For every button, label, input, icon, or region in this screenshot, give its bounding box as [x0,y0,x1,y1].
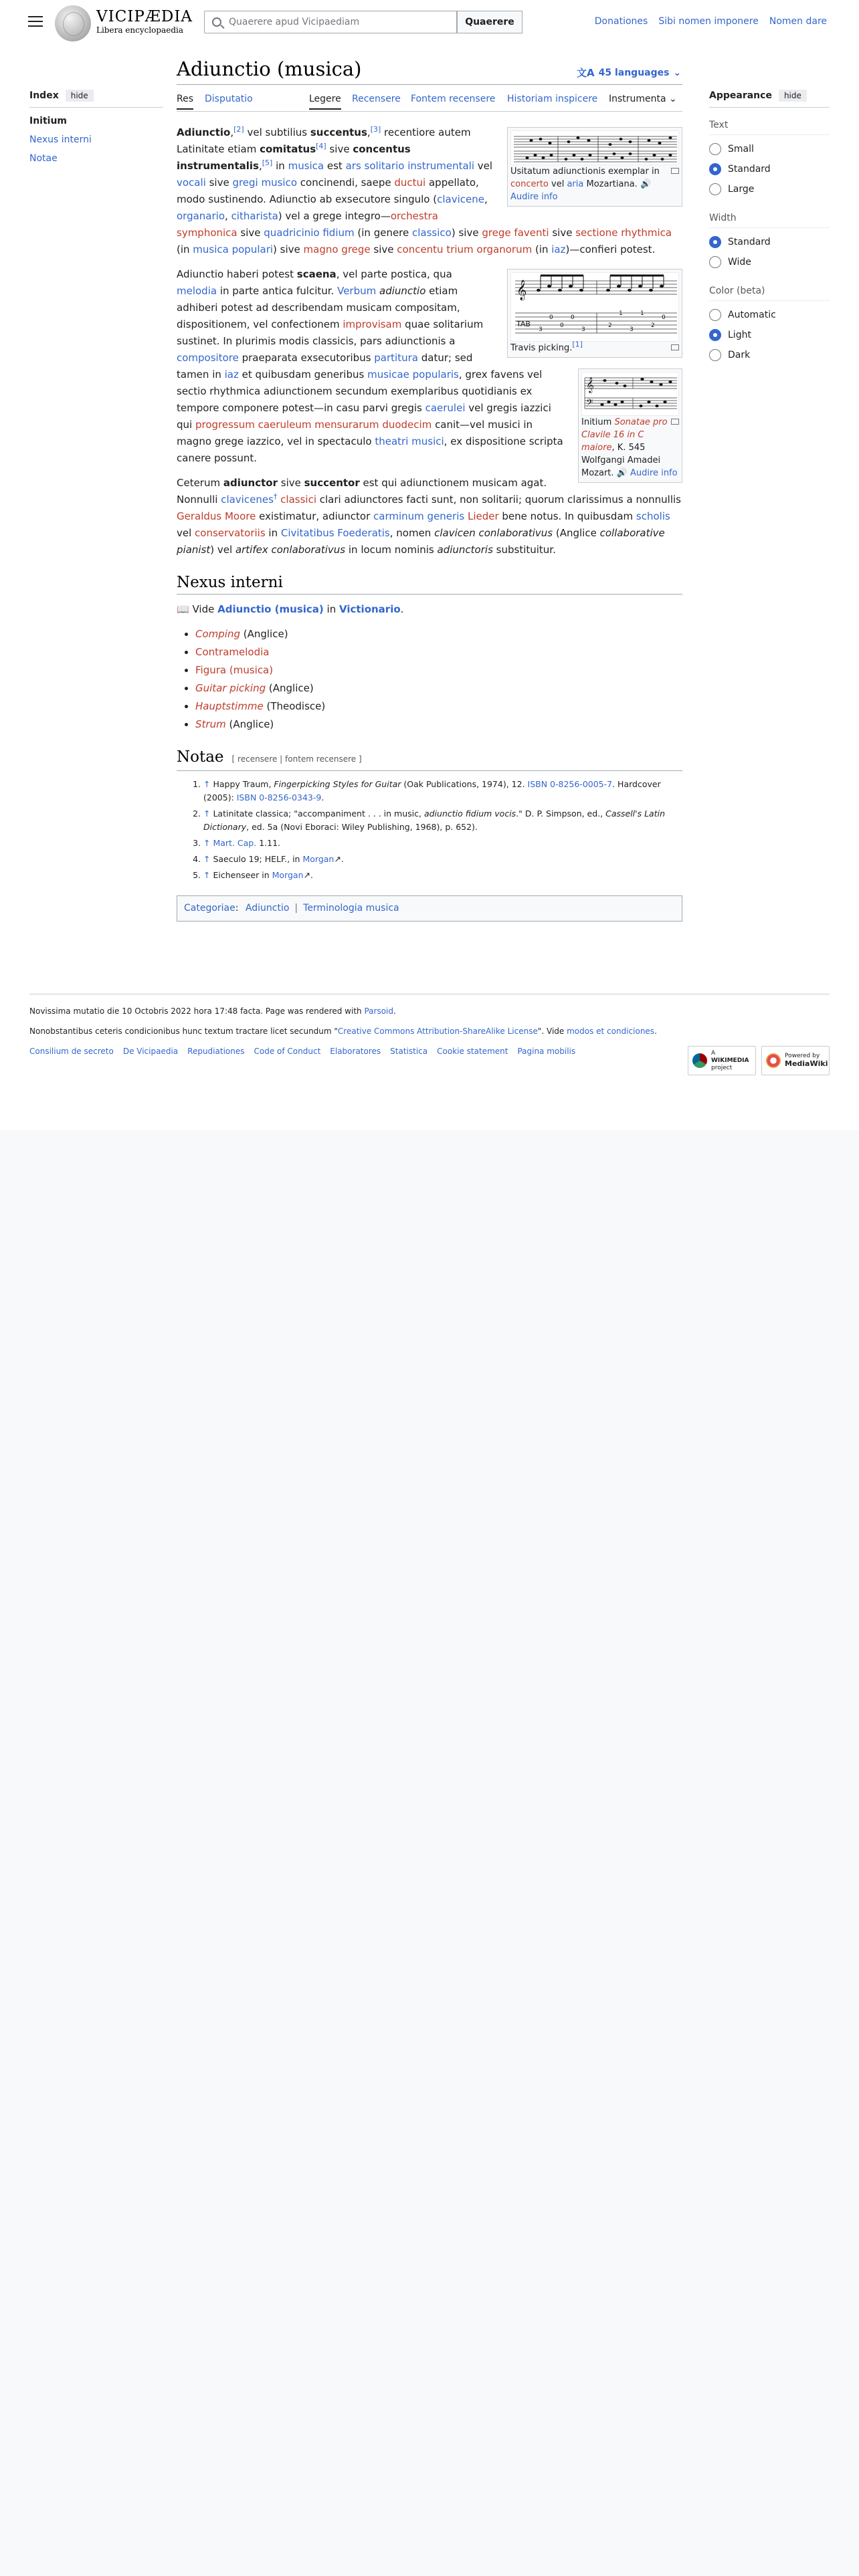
figure-caption: Travis picking.[1] [510,342,679,354]
radio-selected-icon [709,163,721,175]
tab-instrumenta[interactable]: Instrumenta ⌄ [609,94,677,104]
link-contramelodia[interactable]: Contramelodia [195,646,270,658]
site-header [0,0,859,45]
footer-link-cookies[interactable]: Cookie statement [437,1047,508,1056]
audio-info-link[interactable]: info [661,468,678,478]
mediawiki-logo-icon [766,1053,781,1068]
parsoid-link[interactable]: Parsoid [364,1006,393,1016]
page-footer [29,1004,830,1071]
width-wide[interactable]: Wide [709,256,830,268]
link-figura-musica[interactable]: Figura (musica) [195,664,274,676]
language-count: 45 languages [598,67,670,78]
language-button[interactable] [577,66,681,80]
svg-text:0: 0 [549,314,553,321]
appearance-panel [709,90,830,361]
search-input[interactable] [204,11,457,33]
succentor-paragraph: Ceterum adiunctor sive succentor est qui adiunctionem musicam agat. Nonnulli clavicenes† classici clari adiunctores facti sunt, non solitarii; quorum clarissimus a nonnullis Geraldus Moore existimatur, adiunctor carminum generis Lieder bene notus. In quibusdam scholis vel conservatoriis in Civitatibus Foederatis, nomen clavicen conlaborativus (Anglice collaborative pianist) vel artifex conlaborativus in locum nominis adiunctoris substituitur. [177,477,681,556]
figure-travis-picking [507,269,682,358]
list-item: • Guitar picking (Anglice) [195,680,682,697]
main-menu-icon[interactable] [27,13,44,29]
login-link[interactable]: Nomen dare [769,16,827,27]
color-light[interactable]: Light [709,329,830,341]
svg-text:3: 3 [630,326,634,333]
toc-hide-button[interactable]: hide [66,90,94,102]
radio-selected-icon [709,236,721,248]
link-comping[interactable]: Comping [195,628,240,640]
radio-icon [709,309,721,321]
footer-link-code-of-conduct[interactable]: Code of Conduct [254,1047,321,1056]
enlarge-icon[interactable] [671,344,679,350]
figure-mozart-accompaniment [507,127,682,207]
tab-disputatio[interactable]: Disputatio [205,94,253,104]
language-icon: 文A [577,67,595,79]
svg-text:2: 2 [608,322,612,329]
list-item [195,662,682,679]
toc-header [29,90,163,108]
create-account-link[interactable]: Sibi nomen imponere [658,16,759,27]
page-title: Adiunctio (musica) [177,58,362,80]
svg-text:TAB: TAB [516,320,531,328]
svg-text:0: 0 [662,314,666,321]
wiktionary-icon: 📖 [177,603,189,615]
license-link[interactable]: Creative Commons Attribution-ShareAlike License [337,1027,538,1036]
svg-text:𝄢: 𝄢 [586,397,593,410]
categories-label[interactable]: Categoriae [184,903,235,914]
last-modified: Novissima mutatio die 10 Octobris 2022 hora 17:48 facta. Page was rendered with Parsoid. [29,1006,396,1016]
tablature-image[interactable] [510,272,679,342]
tab-recensere[interactable]: Recensere [352,94,401,104]
wikimedia-badge[interactable]: A WIKIMEDIA project [688,1046,756,1075]
wikimedia-logo-icon [692,1053,707,1068]
svg-text:1: 1 [640,310,644,317]
aria-link[interactable]: aria [567,179,584,189]
sonata-link[interactable]: Sonatae pro Clavile 16 in C maiore [581,417,668,453]
width-label: Width [709,213,830,228]
svg-text:𝄞: 𝄞 [586,377,594,393]
tab-legere[interactable]: Legere [309,94,341,110]
wiktionary-link[interactable]: Victionario [339,603,401,615]
radio-icon [709,143,721,155]
terms-link[interactable]: modos et condiciones [567,1027,655,1036]
tab-res[interactable]: Res [177,94,193,110]
appearance-title: Appearance [709,90,772,101]
section-heading-notae: Notae [ recensere | fontem recensere ] [177,749,682,771]
width-standard[interactable]: Standard [709,236,830,248]
text-size-label: Text [709,120,830,135]
svg-text:3: 3 [581,326,585,333]
mediawiki-badge[interactable]: Powered by MediaWiki [761,1046,830,1075]
text-size-large[interactable]: Large [709,183,830,195]
figure-mozart-sonata [578,368,682,483]
toc-item-notae[interactable]: Notae [29,153,58,164]
svg-text:3: 3 [539,326,543,333]
figure-caption: Usitatum adiunctionis exemplar in concerto vel aria Mozartiana. 🔊 Audire info [510,165,679,203]
toc-item-initium[interactable]: Initium [29,116,68,126]
toc-title: Index [29,90,59,101]
reference-item: 1. ↑ Happy Traum, Fingerpicking Styles for Guitar (Oak Publications, 1974), 12. ISBN 0-8256-0005-7. Hardcover (2005): ISBN 0-8256-0343-9. [203,778,682,804]
radio-icon [709,349,721,361]
footer-link-about[interactable]: De Vicipaedia [122,1047,179,1056]
references-list [203,778,682,882]
intro-paragraph: Adiunctio,[2] vel subtilius succentus,[3] recentiore autem Latinitate etiam comitatus[4] sive concentus instrumentalis,[5] in musica est ars solitario instrumentali vel vocali sive gregi musico concinendi, saepe ductui appellato, modo sustinendo. Adiunctio ab exsecutore singulo (clavicene, organario, citharista) vel a grege integro—orchestra symphonica sive quadricinio fidium (in genere classico) sive grege faventi sive sectione rhythmica (in musica populari) sive magno grege sive concentu trium organorum (in iaz)—confieri potest. [177,125,672,255]
internal-links-list [195,626,682,733]
toc-item-nexus-interni[interactable]: Nexus interni [29,134,92,145]
appearance-header [709,90,830,108]
tablature-graphic [511,273,679,341]
search-icon [212,17,221,27]
list-item: • Strum (Anglice) [195,716,682,733]
color-automatic[interactable]: Automatic [709,309,830,321]
audio-info-link[interactable]: info [541,192,558,202]
wikipedia-globe-logo[interactable] [55,5,91,41]
list-item: • Comping (Anglice) [195,626,682,643]
figure-caption: Initium Sonatae pro Clavile 16 in C maiore, K. 545 Wolfgangi Amadei Mozart. 🔊 Audire info [581,416,679,479]
audio-play-link[interactable]: Audire [510,192,539,202]
user-links [595,16,827,27]
footer-link-privacy[interactable]: Consilium de secreto [29,1047,114,1056]
footer-link-mobile[interactable]: Pagina mobilis [517,1047,576,1056]
list-item [195,644,682,661]
text-size-standard[interactable]: Standard [709,163,830,175]
sonata-score-image[interactable] [581,372,679,416]
site-tagline: Libera encyclopaedia [96,25,184,35]
sonata-score-graphic [582,372,679,415]
svg-text:2: 2 [651,322,655,329]
svg-text:𝄞: 𝄞 [516,280,527,300]
color-label: Color (beta) [709,286,830,301]
scaena-paragraph: Adiunctio haberi potest scaena, vel parte postica, qua melodia in parte antica fulcitur. Verbum adiunctio etiam adhiberi potest ad describendam musicam compositam, dispositionem, vel confectionem improvisam quae solitarium sustinet. In plurimis modis classicis, pars adiunctionis a compositore praeparata exsecutoribus partitura datur; sed tamen in iaz et quibusdam generibus musicae popularis, grex favens vel sectio rhythmica adiunctionem secundum exemplaribus quotidianis ex tempore componere potest—in casu parvi gregis caerulei vel gregis iazzici qui progressum caeruleum mensurarum duodecim canit—vel musici in magno grege iazzico, vel in spectaculo theatri musici, ex dispositione scripta canere possunt. [177,268,563,464]
link-hauptstimme[interactable]: Hauptstimme [195,700,264,712]
sheet-music-image[interactable] [510,130,679,165]
search-button[interactable]: Quaerere [457,11,522,33]
sheet-music-graphic [511,131,679,165]
table-of-contents [29,90,163,164]
footer-link-developers[interactable]: Elaboratores [330,1047,381,1056]
footer-badges [688,1046,830,1075]
tab-historiam-inspicere[interactable]: Historiam inspicere [507,94,598,104]
search-placeholder: Quaerere apud Vicipaediam [229,17,360,27]
radio-icon [709,183,721,195]
category-box: Categoriae: Adiunctio | Terminologia musica [177,895,682,922]
page-tabs [177,88,682,111]
enlarge-icon[interactable] [671,419,679,425]
section-edit-links[interactable]: [ recensere | fontem recensere ] [231,754,362,764]
radio-icon [709,256,721,268]
audio-play-link[interactable]: Audire [630,468,659,478]
appearance-hide-button[interactable]: hide [779,90,807,102]
donate-link[interactable]: Donationes [594,16,648,27]
list-item: • Hauptstimme (Theodisce) [195,698,682,715]
chevron-down-icon: ⌄ [673,67,682,78]
title-divider [177,84,682,85]
enlarge-icon[interactable] [671,168,679,174]
reference-item: 5. ↑ Eichenseer in Morgan↗. [203,869,682,882]
concerto-link[interactable]: concerto [510,179,549,189]
reference-item: 2. ↑ Latinitate classica; "accompaniment . . . in music, adiunctio fidium vocis." D. P. Simpson, ed., Cassell's Latin Dictionary, ed. 5a (Novi Eboraci: Wiley Publishing, 1968), p. 652). [203,807,682,834]
svg-text:0: 0 [571,314,575,321]
reference-item: 4. ↑ Saeculo 19; HELF., in Morgan↗. [203,853,682,866]
tabs-divider [177,111,682,112]
site-wordmark[interactable]: VICIPÆDIA [96,8,193,25]
reference-item: 3. ↑ Mart. Cap. 1.11. [203,837,682,850]
article-content [177,124,682,922]
color-dark[interactable]: Dark [709,349,830,361]
license-notice: Nonobstantibus ceteris condicionibus hunc textum tractare licet secundum "Creative Commons Attribution-ShareAlike License". Vide modos et condiciones. [29,1027,657,1036]
svg-text:0: 0 [560,322,564,329]
svg-text:1: 1 [619,310,623,317]
footer-link-disclaimers[interactable]: Repudiationes [187,1047,245,1056]
section-heading-nexus-interni: Nexus interni [177,574,682,595]
category-terminologia-musica[interactable]: Terminologia musica [303,903,399,914]
tab-fontem-recensere[interactable]: Fontem recensere [411,94,496,104]
category-adiunctio[interactable]: Adiunctio [245,903,290,914]
link-strum[interactable]: Strum [195,718,226,730]
text-size-small[interactable]: Small [709,143,830,155]
radio-selected-icon [709,329,721,341]
footer-link-statistics[interactable]: Statistica [390,1047,428,1056]
wiktionary-note: 📖 Vide Adiunctio (musica) in Victionario. [177,603,404,615]
link-guitar-picking[interactable]: Guitar picking [195,682,266,694]
wiktionary-term-link[interactable]: Adiunctio (musica) [217,603,324,615]
